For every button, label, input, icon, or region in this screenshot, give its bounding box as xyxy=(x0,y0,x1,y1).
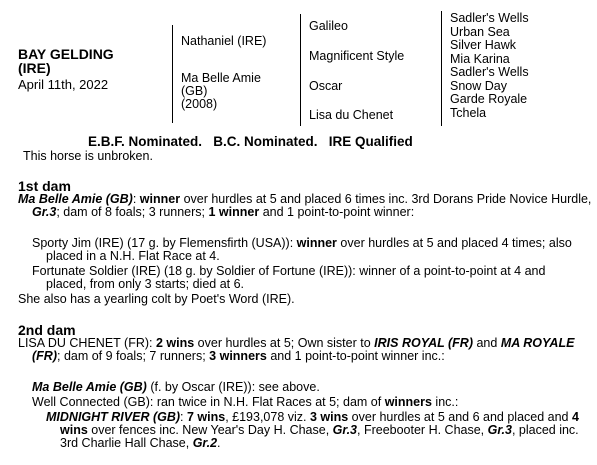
grade-text: Gr.3 xyxy=(332,423,357,437)
divider xyxy=(441,11,442,126)
gen3-item: Urban Sea xyxy=(450,24,510,39)
text: , placed inc. 3rd Charlie Hall Chase, xyxy=(60,423,579,450)
text: and xyxy=(473,336,501,350)
text: inc.: xyxy=(431,395,459,409)
bold-text: 2 wins xyxy=(155,336,195,350)
first-dam-paragraph xyxy=(0,193,597,219)
bold-text: 4 wins xyxy=(60,410,579,437)
text: over hurdles at 5 and 6 and placed and xyxy=(348,410,572,424)
bold-text: 1 winner xyxy=(208,205,260,219)
bold-text: 3 wins xyxy=(309,410,349,424)
text: Sporty Jim (IRE) (17 g. by Flemensfirth (USA)): xyxy=(32,236,297,250)
gen3-item: Garde Royale xyxy=(450,92,528,106)
text: over hurdles at 5 and placed 6 times inc. 3rd Dorans Pride Novice Hurdle, xyxy=(180,192,592,206)
text: , £193,078 viz. xyxy=(225,410,310,424)
text: . xyxy=(217,436,221,450)
text: : xyxy=(180,410,187,424)
horse-dob: April 11th, 2022 xyxy=(18,77,109,92)
yearling-note: She also has a yearling colt by Poet's Word (IRE). xyxy=(18,292,295,306)
text: LISA DU CHENET (FR): xyxy=(18,336,156,350)
text: over fences inc. New Year's Day H. Chase, xyxy=(87,423,333,437)
unbroken-note: This horse is unbroken. xyxy=(23,149,153,163)
gen2-dam-dam: Lisa du Chenet xyxy=(309,108,394,122)
second-dam-produce-ma-belle-amie xyxy=(0,381,597,394)
bold-text: 7 wins xyxy=(186,410,226,424)
bold-text: winners xyxy=(384,395,432,409)
grade-text: Gr.3 xyxy=(32,205,57,219)
divider xyxy=(300,14,301,126)
gen2-sire-sire: Galileo xyxy=(309,19,348,33)
text: : xyxy=(132,192,140,206)
second-dam-paragraph xyxy=(0,337,586,363)
dam-name-line1: Ma Belle Amie xyxy=(181,71,261,85)
second-dam-heading: 2nd dam xyxy=(18,322,76,338)
horse-title xyxy=(18,47,114,75)
gen2-dam-sire: Oscar xyxy=(309,79,343,93)
text: (f. by Oscar (IRE)): see above. xyxy=(146,380,320,394)
text: Fortunate Soldier (IRE) (18 g. by Soldier of Fortune (IRE)): winner of a point-to-point at 4 and placed, from only 3 starts; died at 6. xyxy=(32,264,546,291)
horse-title-line1: BAY GELDING xyxy=(18,46,114,62)
text: Well Connected (GB): ran twice in N.H. Flat Races at 5; dam of xyxy=(32,395,385,409)
text: over hurdles at 5; Own sister to xyxy=(194,336,375,350)
sire-name: Nathaniel (IRE) xyxy=(181,34,267,48)
grade-text: Gr.3 xyxy=(487,423,512,437)
gen3-item: Snow Day xyxy=(450,78,507,93)
bold-text: 3 winners xyxy=(209,349,267,363)
sibling-name: IRIS ROYAL (FR) xyxy=(374,336,473,350)
produce-name: Ma Belle Amie (GB) xyxy=(32,380,147,394)
text: ; dam of 9 foals; 7 runners; xyxy=(57,349,210,363)
nominations: E.B.F. Nominated. B.C. Nominated. IRE Qualified xyxy=(88,134,413,149)
produce-fortunate-soldier xyxy=(0,265,586,291)
second-dam-produce-well-connected xyxy=(0,396,597,409)
produce-sporty-jim xyxy=(0,237,586,263)
text: , Freebooter H. Chase, xyxy=(357,423,488,437)
gen2-sire-dam: Magnificent Style xyxy=(309,49,405,63)
text: and 1 point-to-point winner inc.: xyxy=(266,349,445,363)
first-dam-heading: 1st dam xyxy=(18,178,71,194)
gen3-item: Mia Karina xyxy=(450,51,510,66)
sibling-name: MA ROYALE (FR) xyxy=(32,336,575,363)
grandproduce-midnight-river xyxy=(0,411,590,450)
produce-name: MIDNIGHT RIVER (GB) xyxy=(46,410,181,424)
dam-name-link: Ma Belle Amie (GB) xyxy=(18,192,133,206)
horse-title-line2: (IRE) xyxy=(18,60,51,76)
gen3-item: Silver Hawk xyxy=(450,38,516,52)
text: over hurdles at 5 and placed 4 times; also placed in a N.H. Flat Race at 4. xyxy=(46,236,572,263)
dam-name xyxy=(181,72,261,111)
bold-text: winner xyxy=(139,192,181,206)
gen3-list xyxy=(450,12,529,120)
gen3-item: Tchela xyxy=(450,105,487,120)
text: ; dam of 8 foals; 3 runners; xyxy=(56,205,209,219)
dam-name-line2: (GB) xyxy=(181,84,208,98)
gen3-item: Sadler's Wells xyxy=(450,11,529,25)
gen3-item: Sadler's Wells xyxy=(450,65,529,79)
divider xyxy=(172,25,173,123)
grade-text: Gr.2 xyxy=(192,436,218,450)
dam-name-line3: (2008) xyxy=(181,97,218,111)
bold-text: winner xyxy=(296,236,337,250)
text: and 1 point-to-point winner: xyxy=(259,205,415,219)
